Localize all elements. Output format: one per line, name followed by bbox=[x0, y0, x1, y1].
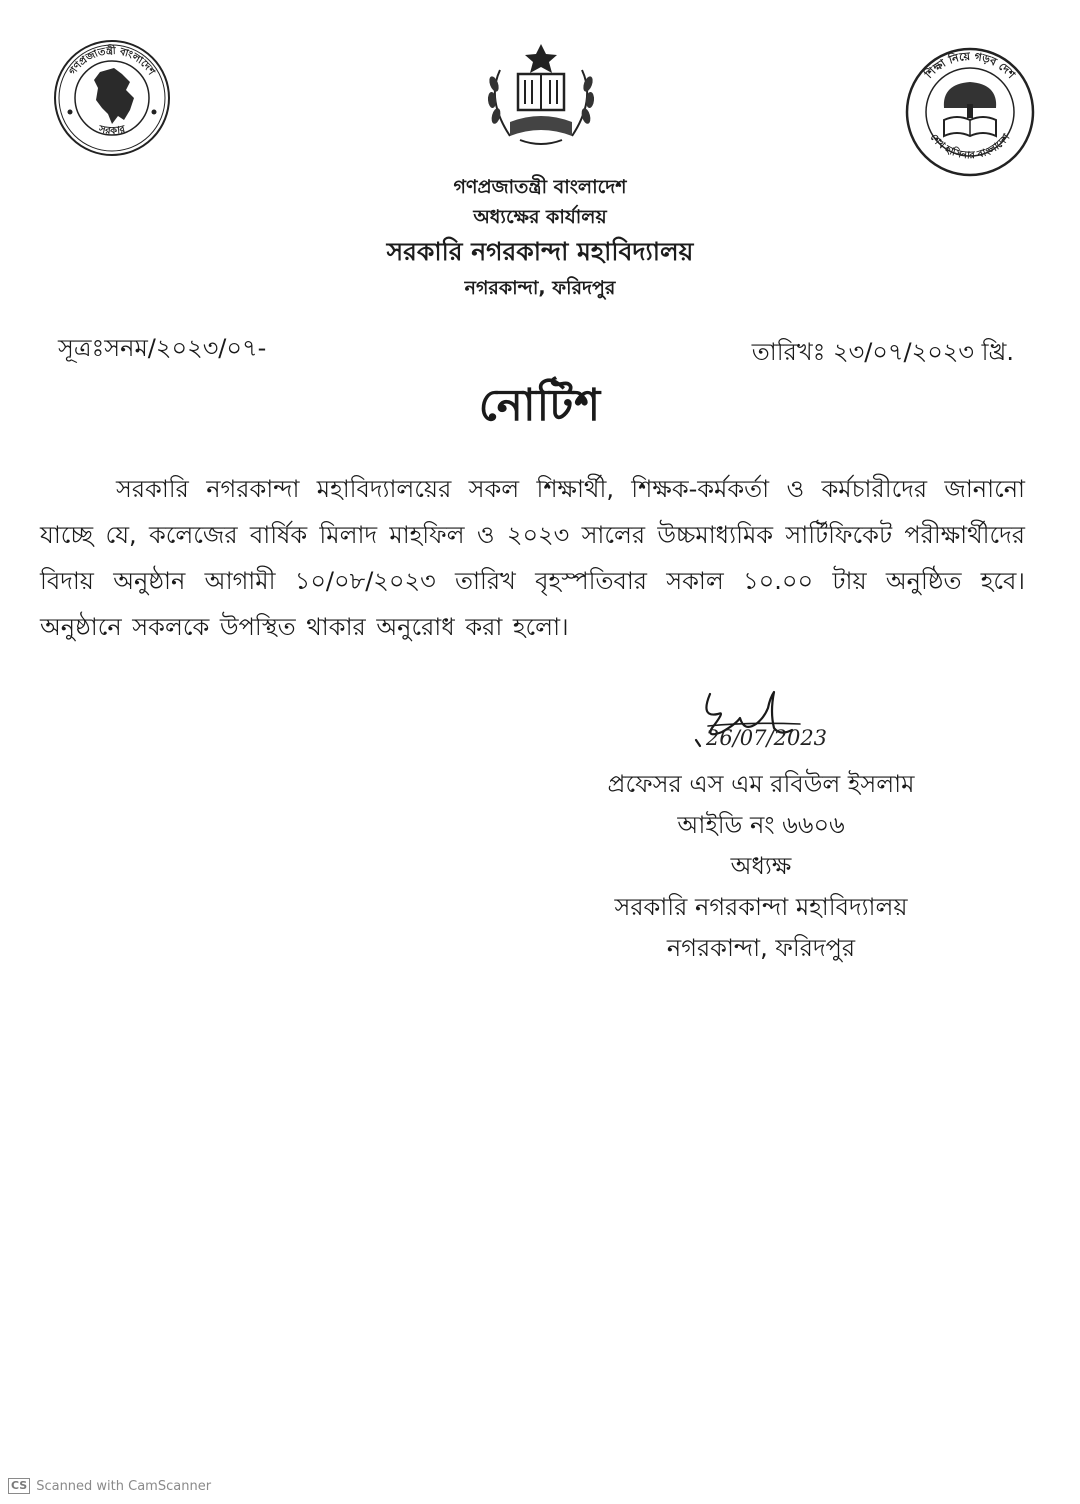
svg-text:সরকার: সরকার bbox=[97, 123, 127, 138]
reference-number: সূত্রঃসনম/২০২৩/০৭- bbox=[58, 334, 267, 362]
signatory-block bbox=[556, 764, 966, 969]
signatory-location: নগরকান্দা, ফরিদপুর bbox=[666, 934, 856, 962]
signatory-institution: সরকারি নগরকান্দা মহাবিদ্যালয় bbox=[614, 893, 908, 921]
sheikh-hasina-education-seal-icon bbox=[904, 46, 1036, 178]
notice-body: সরকারি নগরকান্দা মহাবিদ্যালয়ের সকল শিক্ষার্থী, শিক্ষক-কর্মকর্তা ও কর্মচারীদের জানানো যাচ্ছে যে, কলেজের বার্ষিক মিলাদ মাহফিল ও ২০২৩ সালের উচ্চমাধ্যমিক সার্টিফিকেট পরীক্ষার্থীদের বিদায় অনুষ্ঠান আগামী ১০/০৮/২০২৩ তারিখ বৃহস্পতিবার সকাল ১০.০০ টায় অনুষ্ঠিত হবে। অনুষ্ঠানে সকলকে উপস্থিত থাকার অনুরোধ করা হলো। bbox=[40, 475, 1025, 641]
svg-text:গণপ্রজাতন্ত্রী বাংলাদেশ: গণপ্রজাতন্ত্রী বাংলাদেশ bbox=[67, 45, 157, 78]
page-title: নোটিশ bbox=[478, 380, 602, 431]
header-office: অধ্যক্ষের কার্যালয় bbox=[473, 206, 607, 228]
camscanner-icon: CS bbox=[8, 1478, 30, 1494]
svg-text:শিক্ষা নিয়ে গড়ব দেশ: শিক্ষা নিয়ে গড়ব দেশ bbox=[922, 49, 1018, 82]
signatory-designation: অধ্যক্ষ bbox=[730, 852, 792, 880]
letterhead bbox=[0, 172, 1080, 304]
signatory-id: আইডি নং ৬৬০৬ bbox=[677, 811, 845, 839]
watermark-text: Scanned with CamScanner bbox=[36, 1478, 212, 1494]
education-emblem-icon bbox=[480, 40, 602, 150]
header-location: নগরকান্দা, ফরিদপুর bbox=[464, 277, 616, 299]
svg-text:শেখ হাসিনার বাংলাদেশ: শেখ হাসিনার বাংলাদেশ bbox=[927, 132, 1013, 162]
signature-date: 26/07/2023 bbox=[706, 726, 828, 750]
header-institution: সরকারি নগরকান্দা মহাবিদ্যালয় bbox=[386, 237, 694, 266]
header-country: গণপ্রজাতন্ত্রী বাংলাদেশ bbox=[453, 176, 627, 198]
bangladesh-map-seal-icon bbox=[52, 38, 172, 158]
signatory-name: প্রফেসর এস এম রবিউল ইসলাম bbox=[607, 770, 915, 798]
scanner-watermark bbox=[8, 1478, 211, 1494]
notice-date: তারিখঃ ২৩/০৭/২০২৩ খ্রি. bbox=[751, 338, 1014, 366]
